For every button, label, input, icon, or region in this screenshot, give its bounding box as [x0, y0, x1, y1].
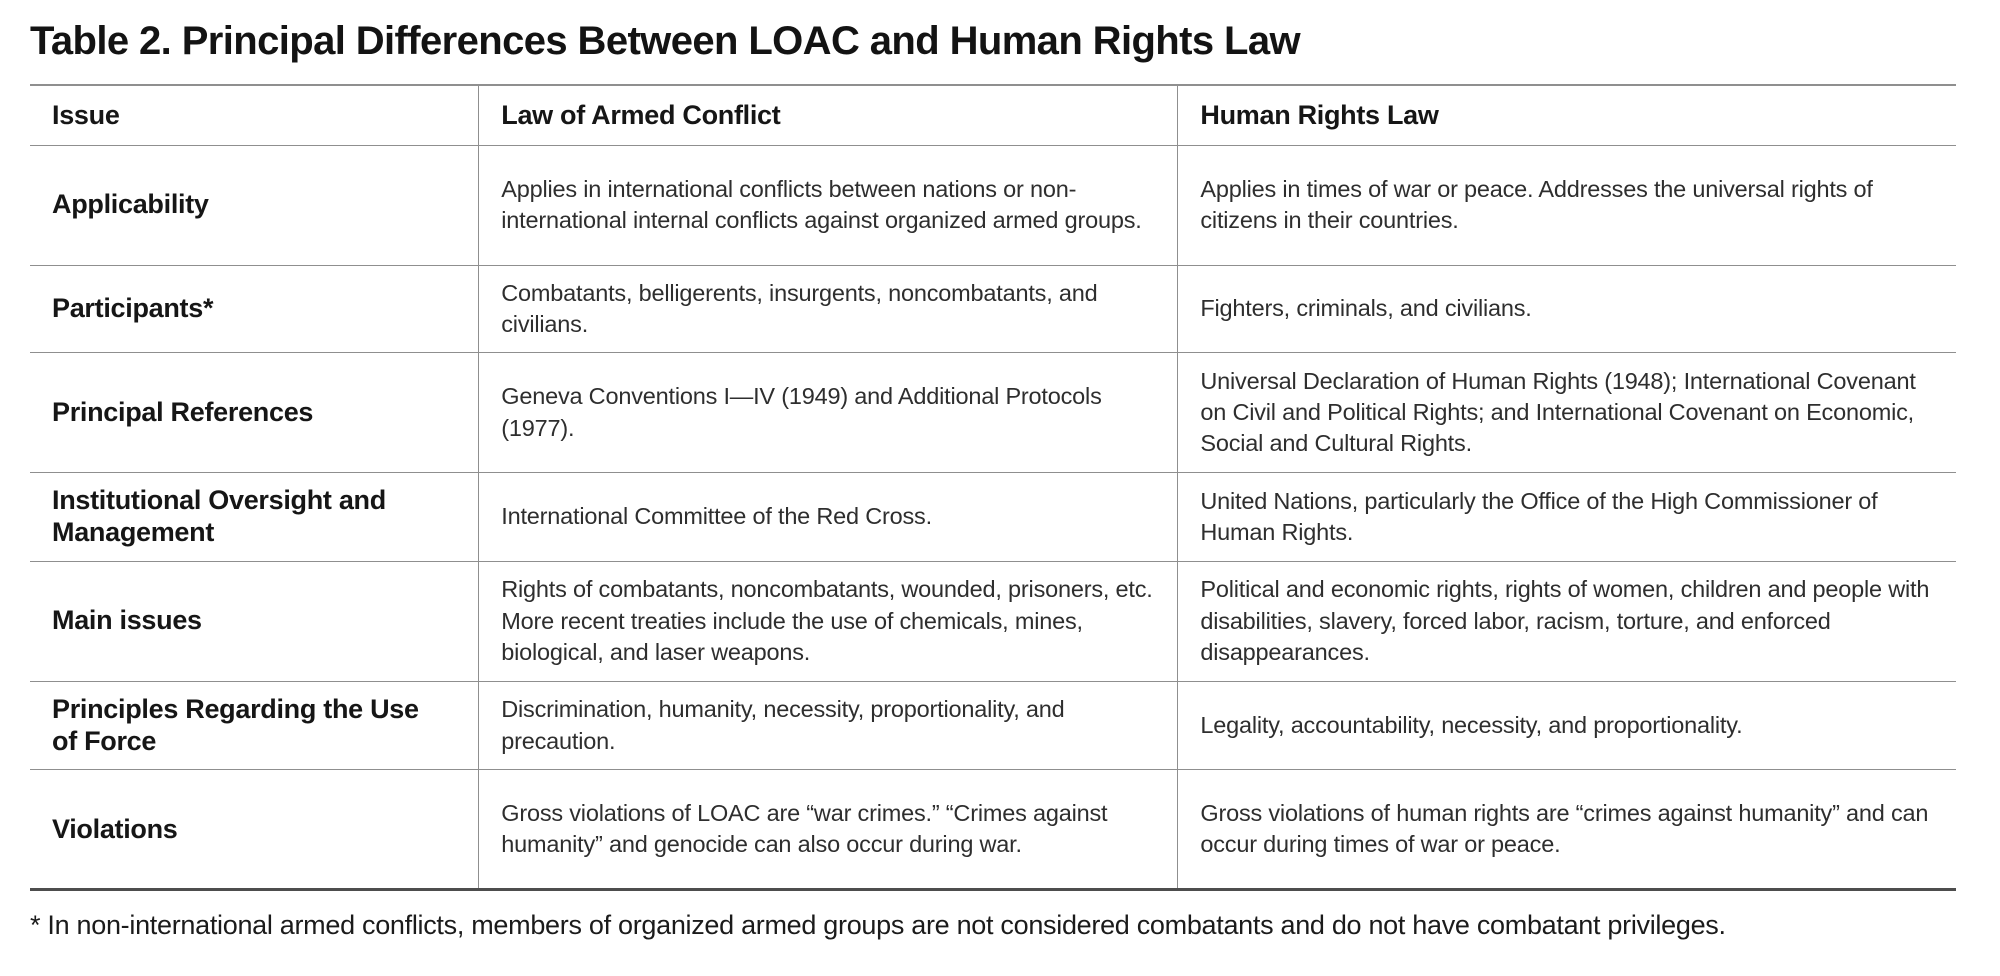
issue-cell: Principal References [52, 396, 314, 427]
hrl-cell: Political and economic rights, rights of women, children and people with disabilities, slavery, forced labor, racism, torture, and enforced disappearances. [1178, 561, 1956, 681]
loac-cell: Discrimination, humanity, necessity, proportionality, and precaution. [479, 681, 1178, 770]
table-footnote: * In non-international armed conflicts, members of organized armed groups are not considered combatants and do not have combatant privileges. [30, 910, 1726, 941]
loac-vs-hrl-table [30, 84, 1956, 891]
loac-cell: Applies in international conflicts between nations or non-international internal conflicts against organized armed groups. [479, 145, 1178, 265]
hrl-cell: Fighters, criminals, and civilians. [1178, 265, 1956, 353]
hrl-cell: United Nations, particularly the Office of the High Commissioner of Human Rights. [1178, 473, 1956, 562]
page-title: Table 2. Principal Differences Between LOAC and Human Rights Law [30, 19, 1301, 63]
table-row [30, 561, 1956, 681]
table-row [30, 770, 1956, 890]
column-header-issue: Issue [52, 99, 120, 130]
loac-cell: Geneva Conventions I—IV (1949) and Additional Protocols (1977). [479, 353, 1178, 473]
loac-cell: International Committee of the Red Cross. [479, 473, 1178, 562]
issue-cell: Principles Regarding the Use of Force [52, 693, 419, 756]
table-header-row [30, 85, 1956, 145]
issue-cell: Main issues [52, 605, 202, 636]
column-header-loac: Law of Armed Conflict [479, 85, 1178, 145]
issue-cell: Applicability [52, 189, 209, 220]
table-row [30, 353, 1956, 473]
hrl-cell: Gross violations of human rights are “crimes against humanity” and can occur during times of war or peace. [1178, 770, 1956, 890]
table-row [30, 265, 1956, 353]
column-header-hrl: Human Rights Law [1178, 85, 1956, 145]
loac-cell: Combatants, belligerents, insurgents, noncombatants, and civilians. [479, 265, 1178, 353]
issue-cell: Violations [52, 813, 178, 844]
hrl-cell: Legality, accountability, necessity, and proportionality. [1178, 681, 1956, 770]
loac-cell: Rights of combatants, noncombatants, wounded, prisoners, etc. More recent treaties include the use of chemicals, mines, biological, and laser weapons. [479, 561, 1178, 681]
table-row [30, 473, 1956, 562]
issue-cell: Participants* [52, 292, 214, 323]
hrl-cell: Applies in times of war or peace. Addresses the universal rights of citizens in their countries. [1178, 145, 1956, 265]
loac-cell: Gross violations of LOAC are “war crimes.” “Crimes against humanity” and genocide can also occur during war. [479, 770, 1178, 890]
issue-cell: Institutional Oversight and Management [52, 485, 386, 547]
table-row [30, 145, 1956, 265]
table-row [30, 681, 1956, 770]
hrl-cell: Universal Declaration of Human Rights (1948); International Covenant on Civil and Political Rights; and International Covenant on Economic, Social and Cultural Rights. [1178, 353, 1956, 473]
